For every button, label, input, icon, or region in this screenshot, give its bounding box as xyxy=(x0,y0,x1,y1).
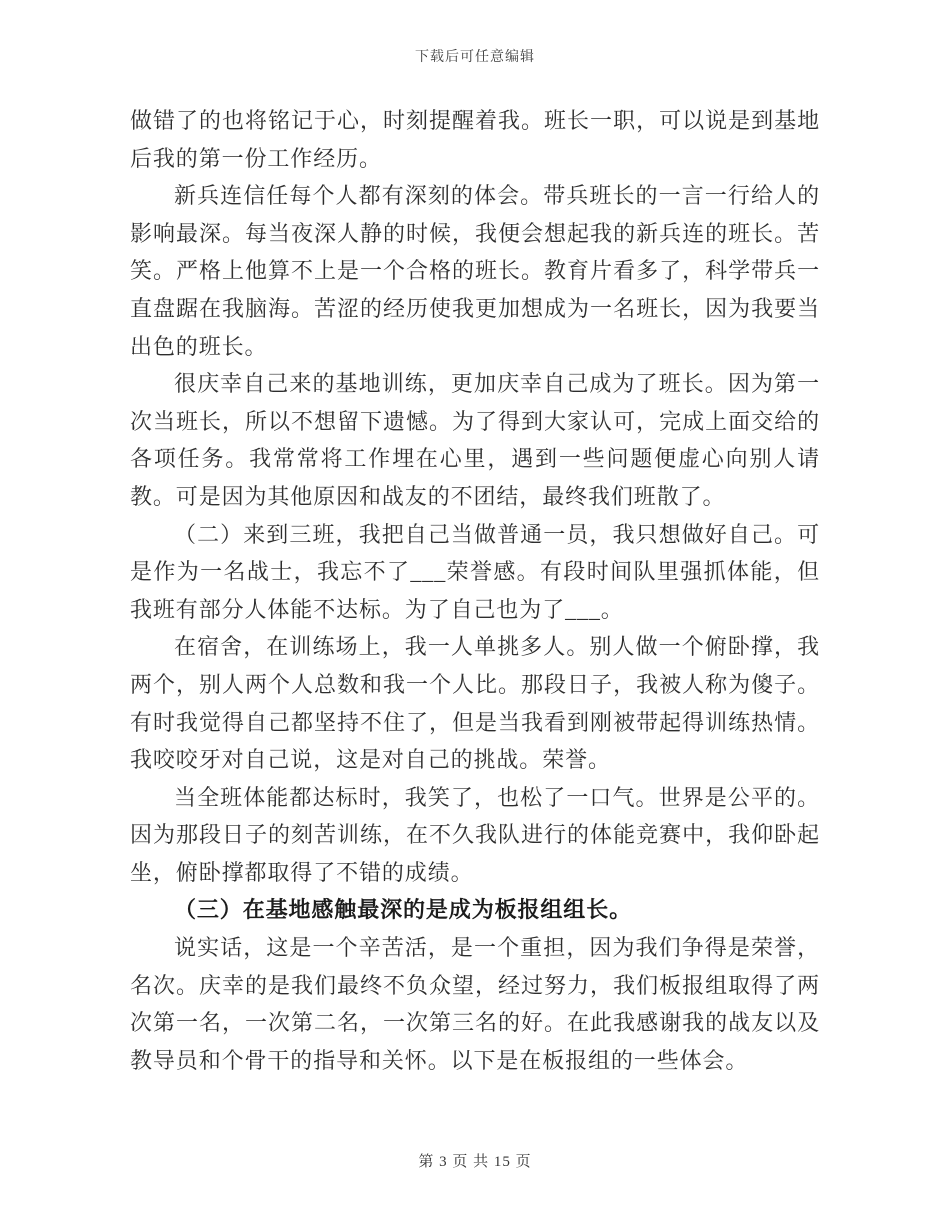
paragraph-3: 很庆幸自己来的基地训练，更加庆幸自己成为了班长。因为第一次当班长，所以不想留下遗憾。为了得到大家认可，完成上面交给的各项任务。我常常将工作埋在心里，遇到一些问题便虚心向别人请教。可是因为其他原因和战友的不团结，最终我们班散了。 xyxy=(130,371,820,509)
paragraph-4-section-two: （二）来到三班，我把自己当做普通一员，我只想做好自己。可是作为一名战士，我忘不了___荣誉感。有段时间队里强抓体能，但我班有部分人体能不达标。为了自己也为了___。 xyxy=(130,521,820,622)
document-body xyxy=(130,102,820,1079)
paragraph-1: 做错了的也将铭记于心，时刻提醒着我。班长一职，可以说是到基地后我的第一份工作经历。 xyxy=(130,108,820,171)
paragraph-6: 当全班体能都达标时，我笑了，也松了一口气。世界是公平的。因为那段日子的刻苦训练，在不久我队进行的体能竞赛中，我仰卧起坐，俯卧撑都取得了不错的成绩。 xyxy=(130,784,820,885)
paragraph-2: 新兵连信任每个人都有深刻的体会。带兵班长的一言一行给人的影响最深。每当夜深人静的时候，我便会想起我的新兵连的班长。苦笑。严格上他算不上是一个合格的班长。教育片看多了，科学带兵一直盘踞在我脑海。苦涩的经历使我更加想成为一名班长，因为我要当出色的班长。 xyxy=(130,183,820,359)
paragraph-5: 在宿舍，在训练场上，我一人单挑多人。别人做一个俯卧撑，我两个，别人两个人总数和我一个人比。那段日子，我被人称为傻子。有时我觉得自己都坚持不住了，但是当我看到刚被带起得训练热情。我咬咬牙对自己说，这是对自己的挑战。荣誉。 xyxy=(130,634,820,773)
section-heading-three: （三）在基地感触最深的是成为板报组组长。 xyxy=(174,897,633,923)
footer-page-number: 第 3 页 共 15 页 xyxy=(418,1154,532,1170)
paragraph-8: 说实话，这是一个辛苦活，是一个重担，因为我们争得是荣誉，名次。庆幸的是我们最终不负众望，经过努力，我们板报组取得了两次第一名，一次第二名，一次第三名的好。在此我感谢我的战友以及教导员和个骨干的指导和关怀。以下是在板报组的一些体会。 xyxy=(130,935,820,1073)
header-note: 下载后可任意编辑 xyxy=(415,50,535,65)
